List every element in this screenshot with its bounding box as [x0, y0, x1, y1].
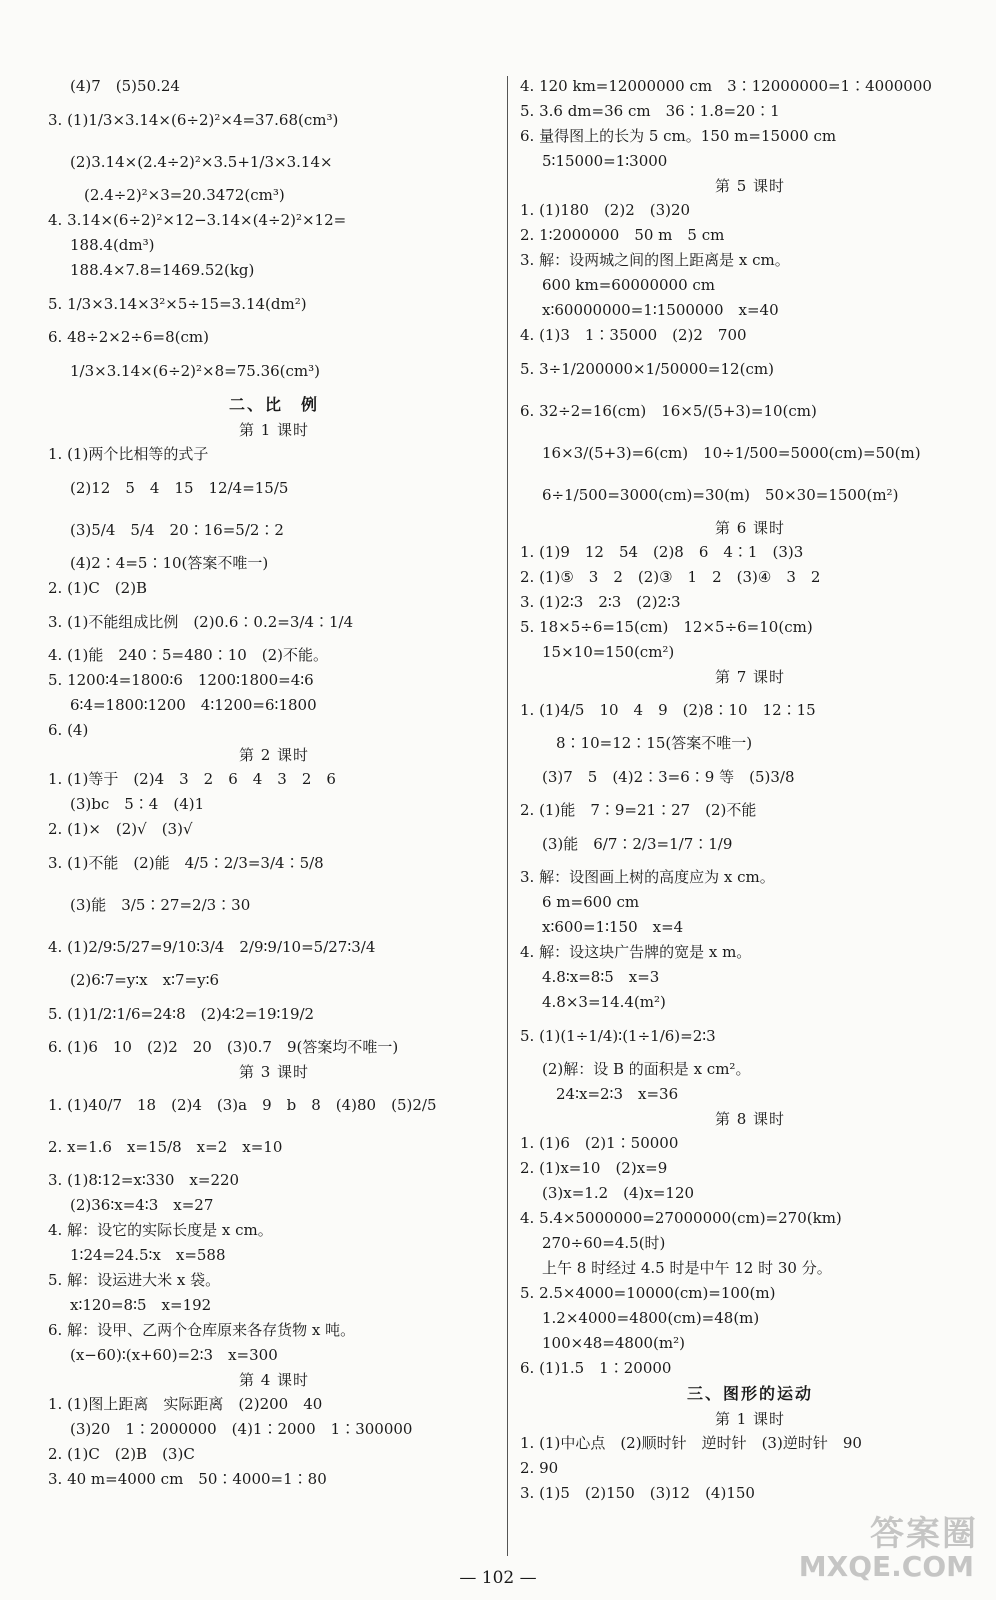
answer-line: (3)x=1.2 (4)x=120 — [542, 1184, 695, 1202]
answer-line: 188.4(dm³) — [70, 236, 155, 254]
answer-line: (2)12 5 4 15 12/4=15/5 — [70, 479, 289, 497]
section-title: 二、比 例 — [228, 395, 319, 414]
answer-line: 5. 3÷1/200000×1/50000=12(cm) — [520, 360, 774, 378]
answer-line: 1. (1)180 (2)2 (3)20 — [520, 201, 691, 219]
answer-line: 6. (1)1.5 1∶20000 — [520, 1359, 672, 1377]
answer-line: (3)7 5 (4)2∶3=6∶9 等 (5)3/8 — [542, 768, 795, 786]
answer-line: (2)6∶7=y∶x x∶7=y∶6 — [70, 971, 220, 989]
answer-line: 2. (1)x=10 (2)x=9 — [520, 1159, 668, 1177]
answer-line: 100×48=4800(m²) — [542, 1334, 685, 1352]
answer-line: (4)2∶4=5∶10(答案不唯一) — [70, 554, 269, 572]
answer-line: 3. 解：设图画上树的高度应为 x cm。 — [520, 868, 775, 886]
watermark-url: MXQE.COM — [798, 1550, 974, 1583]
answer-line: (2)解：设 B 的面积是 x cm²。 — [542, 1060, 751, 1078]
answer-line: 4. 5.4×5000000=27000000(cm)=270(km) — [520, 1209, 842, 1227]
answer-line: 4. 3.14×(6÷2)²×12−3.14×(4÷2)²×12= — [48, 211, 347, 229]
answer-line: 3. (1)1/3×3.14×(6÷2)²×4=37.68(cm³) — [48, 111, 339, 129]
answer-line: (2)36∶x=4∶3 x=27 — [70, 1196, 214, 1214]
answer-line: 5. (1)(1÷1/4)∶(1÷1/6)=2∶3 — [520, 1027, 716, 1045]
answer-line: 15×10=150(cm²) — [542, 643, 675, 661]
answer-line: (x−60)∶(x+60)=2∶3 x=300 — [70, 1346, 278, 1364]
answer-line: (2.4÷2)²×3=20.3472(cm³) — [84, 186, 285, 204]
answer-line: 1.2×4000=4800(cm)=48(m) — [542, 1309, 760, 1327]
answer-line: 3. (1)2∶3 2∶3 (2)2∶3 — [520, 593, 681, 611]
answer-line: 6. 量得图上的长为 5 cm。150 m=15000 cm — [520, 127, 837, 145]
answer-line: 600 km=60000000 cm — [542, 276, 716, 294]
answer-line: 1. (1)图上距离 实际距离 (2)200 40 — [48, 1395, 323, 1413]
answer-line: (3)bc 5∶4 (4)1 — [70, 795, 205, 813]
answer-line: 2. (1)⑤ 3 2 (2)③ 1 2 (3)④ 3 2 — [520, 568, 821, 586]
answer-line: 188.4×7.8=1469.52(kg) — [70, 261, 255, 279]
answer-line: (3)20 1∶2000000 (4)1∶2000 1∶300000 — [70, 1420, 413, 1438]
answer-line: 4.8∶x=8∶5 x=3 — [542, 968, 660, 986]
answer-line: 4. 120 km=12000000 cm 3∶12000000=1∶4000000 — [520, 77, 932, 95]
answer-line: 2. 90 — [520, 1459, 559, 1477]
answer-line: 3. 40 m=4000 cm 50∶4000=1∶80 — [48, 1470, 327, 1488]
answer-line: 6÷1/500=3000(cm)=30(m) 50×30=1500(m²) — [542, 486, 899, 504]
lesson-heading: 第 8 课时 — [714, 1110, 786, 1128]
answer-line: 5∶15000=1∶3000 — [542, 152, 668, 170]
answer-line: 5. 18×5÷6=15(cm) 12×5÷6=10(cm) — [520, 618, 813, 636]
answer-line: 5. 解：设运进大米 x 袋。 — [48, 1271, 221, 1289]
left-column — [48, 74, 500, 1492]
answer-line: 2. (1)C (2)B (3)C — [48, 1445, 195, 1463]
answer-line: 5. (1)1/2∶1/6=24∶8 (2)4∶2=19∶19/2 — [48, 1005, 315, 1023]
answer-line: x∶120=8∶5 x=192 — [70, 1296, 212, 1314]
answer-line: 6. (4) — [48, 721, 89, 739]
answer-line: 3. (1)不能 (2)能 4/5∶2/3=3/4∶5/8 — [48, 854, 324, 872]
lesson-heading: 第 2 课时 — [238, 746, 310, 764]
answer-line: 2. (1)× (2)√ (3)√ — [48, 820, 193, 838]
answer-line: (3)5/4 5/4 20∶16=5/2∶2 — [70, 521, 284, 539]
watermark-logo: 答案圈 — [870, 1514, 978, 1554]
page-number: — 102 — — [459, 1568, 537, 1588]
answer-line: 3. (1)不能组成比例 (2)0.6∶0.2=3/4∶1/4 — [48, 613, 354, 631]
answer-line: 5. 3.6 dm=36 cm 36∶1.8=20∶1 — [520, 102, 780, 120]
lesson-heading: 第 7 课时 — [714, 668, 786, 686]
answer-line: 270÷60=4.5(时) — [542, 1234, 666, 1252]
section-title: 三、图形的运动 — [686, 1384, 813, 1403]
answer-line: 4. 解：设这块广告牌的宽是 x m。 — [520, 943, 752, 961]
answer-line: 24∶x=2∶3 x=36 — [556, 1085, 679, 1103]
answer-line: 1/3×3.14×(6÷2)²×8=75.36(cm³) — [70, 362, 321, 380]
answer-line: 4. (1)能 240∶5=480∶10 (2)不能。 — [48, 646, 329, 664]
answer-line: 4.8×3=14.4(m²) — [542, 993, 666, 1011]
answer-line: 1. (1)4/5 10 4 9 (2)8∶10 12∶15 — [520, 701, 816, 719]
answer-line: 6. 48÷2×2÷6=8(cm) — [48, 328, 209, 346]
answer-line: 6 m=600 cm — [542, 893, 640, 911]
answer-line: 3. (1)8∶12=x∶330 x=220 — [48, 1171, 240, 1189]
answer-line: 1. (1)中心点 (2)顺时针 逆时针 (3)逆时针 90 — [520, 1434, 862, 1452]
answer-line: 上午 8 时经过 4.5 时是中午 12 时 30 分。 — [542, 1259, 832, 1277]
answer-line: 1. (1)两个比相等的式子 — [48, 445, 209, 463]
answer-line: 8∶10=12∶15(答案不唯一) — [556, 734, 753, 752]
answer-line: (3)能 6/7∶2/3=1/7∶1/9 — [542, 835, 733, 853]
answer-line: 6. 解：设甲、乙两个仓库原来各存货物 x 吨。 — [48, 1321, 356, 1339]
answer-line: 2. x=1.6 x=15/8 x=2 x=10 — [48, 1138, 283, 1156]
lesson-heading: 第 6 课时 — [714, 519, 786, 537]
answer-line: (2)3.14×(2.4÷2)²×3.5+1/3×3.14× — [70, 153, 333, 171]
lesson-heading: 第 1 课时 — [238, 421, 310, 439]
answer-line: 1. (1)40/7 18 (2)4 (3)a 9 b 8 (4)80 (5)2/5 — [48, 1096, 437, 1114]
answer-line: (3)能 3/5∶27=2/3∶30 — [70, 896, 251, 914]
lesson-heading: 第 5 课时 — [714, 177, 786, 195]
answer-line: 3. (1)5 (2)150 (3)12 (4)150 — [520, 1484, 755, 1502]
answer-line: 5. 1200∶4=1800∶6 1200∶1800=4∶6 — [48, 671, 314, 689]
lesson-heading: 第 3 课时 — [238, 1063, 310, 1081]
answer-line: 2. 1∶2000000 50 m 5 cm — [520, 226, 725, 244]
answer-line: 4. 解：设它的实际长度是 x cm。 — [48, 1221, 273, 1239]
answer-line: (4)7 (5)50.24 — [70, 77, 180, 95]
answer-line: 1. (1)6 (2)1∶50000 — [520, 1134, 679, 1152]
answer-line: 3. 解：设两城之间的图上距离是 x cm。 — [520, 251, 790, 269]
answer-line: 2. (1)C (2)B — [48, 579, 148, 597]
answer-line: 1. (1)9 12 54 (2)8 6 4∶1 (3)3 — [520, 543, 804, 561]
answer-line: 16×3/(5+3)=6(cm) 10÷1/500=5000(cm)=50(m) — [542, 444, 921, 462]
answer-line: 4. (1)2/9∶5/27=9/10∶3/4 2/9∶9/10=5/27∶3/4 — [48, 938, 376, 956]
answer-line: 6. 32÷2=16(cm) 16×5/(5+3)=10(cm) — [520, 402, 817, 420]
answer-line: 4. (1)3 1∶35000 (2)2 700 — [520, 326, 747, 344]
answer-line: x∶60000000=1∶1500000 x=40 — [542, 301, 779, 319]
answer-line: 6. (1)6 10 (2)2 20 (3)0.7 9(答案均不唯一) — [48, 1038, 399, 1056]
column-divider — [507, 76, 508, 1556]
answer-line: 1∶24=24.5∶x x=588 — [70, 1246, 226, 1264]
answer-line: 2. (1)能 7∶9=21∶27 (2)不能 — [520, 801, 757, 819]
answer-line: 5. 1/3×3.14×3²×5÷15=3.14(dm²) — [48, 295, 307, 313]
lesson-heading: 第 1 课时 — [714, 1410, 786, 1428]
right-column — [520, 74, 980, 1506]
answer-line: x∶600=1∶150 x=4 — [542, 918, 684, 936]
answer-line: 1. (1)等于 (2)4 3 2 6 4 3 2 6 — [48, 770, 336, 788]
lesson-heading: 第 4 课时 — [238, 1371, 310, 1389]
answer-line: 6∶4=1800∶1200 4∶1200=6∶1800 — [70, 696, 317, 714]
answer-line: 5. 2.5×4000=10000(cm)=100(m) — [520, 1284, 776, 1302]
